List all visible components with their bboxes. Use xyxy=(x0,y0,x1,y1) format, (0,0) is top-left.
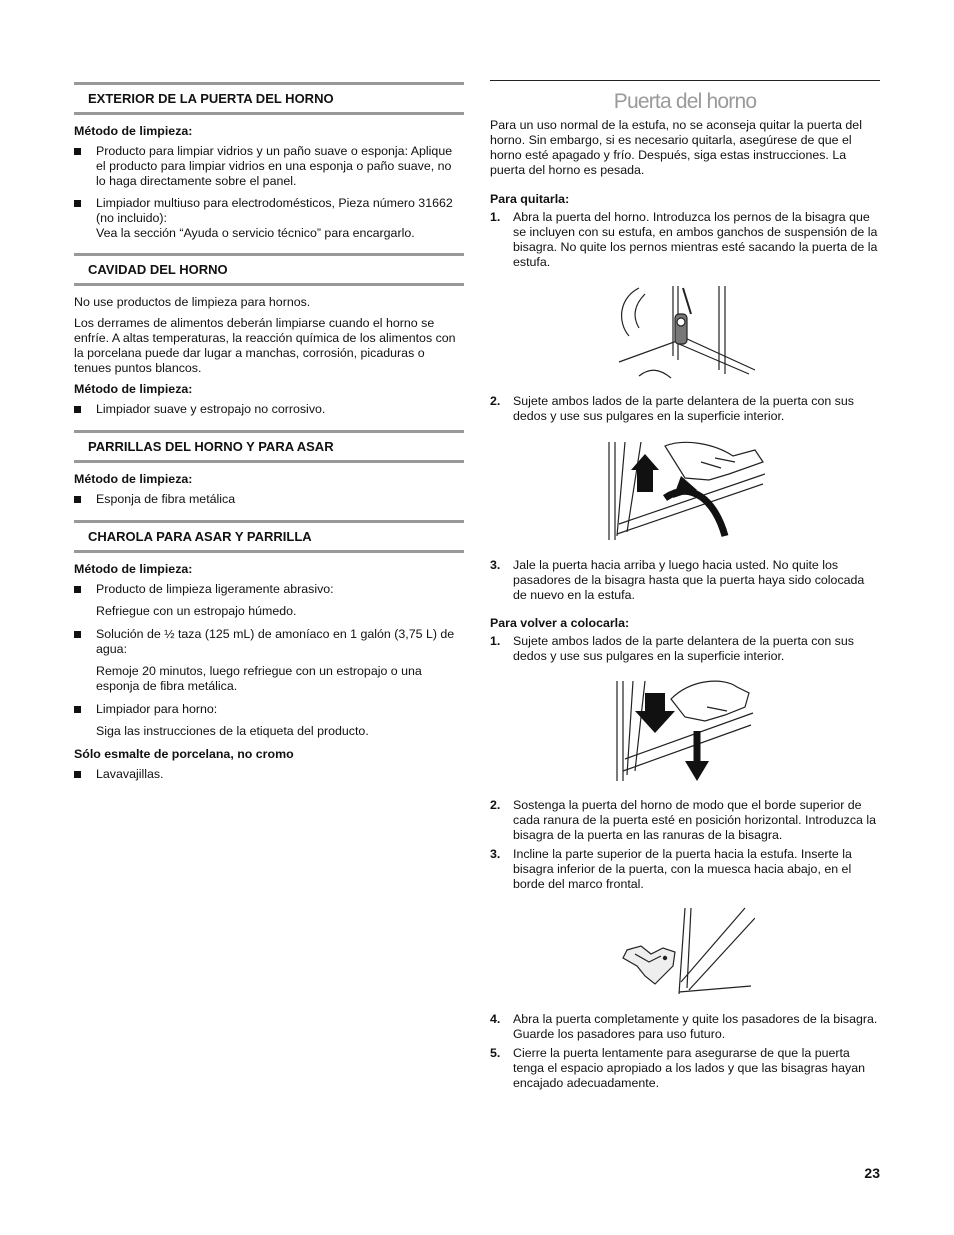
method-label: Método de limpieza: xyxy=(74,124,193,138)
porcelain-heading: Sólo esmalte de porcelana, no cromo xyxy=(74,747,294,761)
list-item: 4. Abra la puerta completamente y quite los pasadores de la bisagra. Guarde los pasadores para uso futuro. xyxy=(490,1012,878,1041)
remove-heading: Para quitarla: xyxy=(490,192,570,206)
list-item: Limpiador suave y estropajo no corrosivo. xyxy=(74,402,464,417)
list-item: 1. Abra la puerta del horno. Introduzca los pernos de la bisagra que se incluyen con su estufa, en ambos ganchos de suspensión de la bisagra. No quite los pernos mientras esté sacando la puerta de la estufa. xyxy=(490,210,878,269)
section-heading-exterior: EXTERIOR DE LA PUERTA DEL HORNO xyxy=(74,82,464,115)
replace-door-illustration xyxy=(615,679,755,783)
hinge-pin-illustration xyxy=(615,284,755,380)
list-item: Solución de ½ taza (125 mL) de amoníaco en 1 galón (3,75 L) de agua: xyxy=(74,627,464,657)
list-item: Esponja de fibra metálica xyxy=(74,492,464,507)
list-item: Producto para limpiar vidrios y un paño suave o esponja: Aplique el producto para limpiar vidrios en una esponja o paño suave, no lo haga directamente sobre el panel. xyxy=(74,144,464,189)
list-item: 2. Sostenga la puerta del horno de modo que el borde superior de cada ranura de la puerta esté en posición horizontal. Introduzca la bisagra de la puerta en las ranuras de la bisagra. xyxy=(490,798,877,842)
method-label: Método de limpieza: xyxy=(74,562,193,576)
intro-paragraph: Para un uso normal de la estufa, no se aconseja quitar la puerta del horno. Sin embargo, si es necesario quitarla, asegúrese de que el horno esté apagado y frío. Después, siga estas instrucciones. La puerta del horno es pesada. xyxy=(490,118,862,177)
list-item: 5. Cierre la puerta lentamente para asegurarse de que la puerta tenga el espacio apropiado a los lados y que las bisagras hayan encajado adecuadamente. xyxy=(490,1046,865,1090)
cleaning-column xyxy=(74,82,464,789)
hinge-insert-illustration xyxy=(615,906,755,998)
lift-door-illustration xyxy=(605,440,765,542)
bullet-square-icon xyxy=(74,406,81,413)
list-item-note: Siga las instrucciones de la etiqueta del producto. xyxy=(96,724,369,738)
bullet-square-icon xyxy=(74,586,81,593)
bullet-square-icon xyxy=(74,496,81,503)
replace-heading: Para volver a colocarla: xyxy=(490,616,630,630)
list-item: 2. Sujete ambos lados de la parte delantera de la puerta con sus dedos y use sus pulgares en la superficie interior. xyxy=(490,394,854,423)
list-item: Producto de limpieza ligeramente abrasivo: xyxy=(74,582,464,597)
list-item-note: Remoje 20 minutos, luego refriegue con un estropajo o una esponja de fibra metálica. xyxy=(96,664,422,693)
paragraph: No use productos de limpieza para hornos. xyxy=(74,295,311,309)
list-item: 3. Incline la parte superior de la puerta hacia la estufa. Inserte la bisagra inferior de la puerta, con la muesca hacia abajo, en el borde del marco frontal. xyxy=(490,847,852,891)
paragraph: Los derrames de alimentos deberán limpiarse cuando el horno se enfríe. A altas temperaturas, la reacción química de los alimentos con la porcelana puede dar lugar a manchas, corrosión, picaduras o tenues puntos blancos. xyxy=(74,316,456,375)
oven-door-column xyxy=(490,80,880,1095)
page-title: Puerta del horno xyxy=(613,90,757,113)
bullet-square-icon xyxy=(74,148,81,155)
method-label: Método de limpieza: xyxy=(74,382,193,396)
list-item: Lavavajillas. xyxy=(74,767,464,782)
list-item: 3. Jale la puerta hacia arriba y luego hacia usted. No quite los pasadores de la bisagra hasta que la puerta haya sido colocada de nuevo en la estufa. xyxy=(490,558,865,602)
bullet-square-icon xyxy=(74,200,81,207)
title-divider xyxy=(490,80,880,81)
list-item: 1. Sujete ambos lados de la parte delantera de la puerta con sus dedos y use sus pulgares en la superficie interior. xyxy=(490,634,854,663)
page-number: 23 xyxy=(864,1165,880,1181)
section-heading-parrillas: PARRILLAS DEL HORNO Y PARA ASAR xyxy=(74,430,464,463)
list-item: Limpiador para horno: xyxy=(74,702,464,717)
list-item-note: Refriegue con un estropajo húmedo. xyxy=(96,604,297,618)
bullet-square-icon xyxy=(74,771,81,778)
section-heading-charola: CHAROLA PARA ASAR Y PARRILLA xyxy=(74,520,464,553)
list-item: Limpiador multiuso para electrodomésticos, Pieza número 31662 (no incluido): Vea la sección “Ayuda o servicio técnico” para encargarlo. xyxy=(74,196,464,241)
bullet-square-icon xyxy=(74,706,81,713)
bullet-square-icon xyxy=(74,631,81,638)
method-label: Método de limpieza: xyxy=(74,472,193,486)
section-heading-cavidad: CAVIDAD DEL HORNO xyxy=(74,253,464,286)
